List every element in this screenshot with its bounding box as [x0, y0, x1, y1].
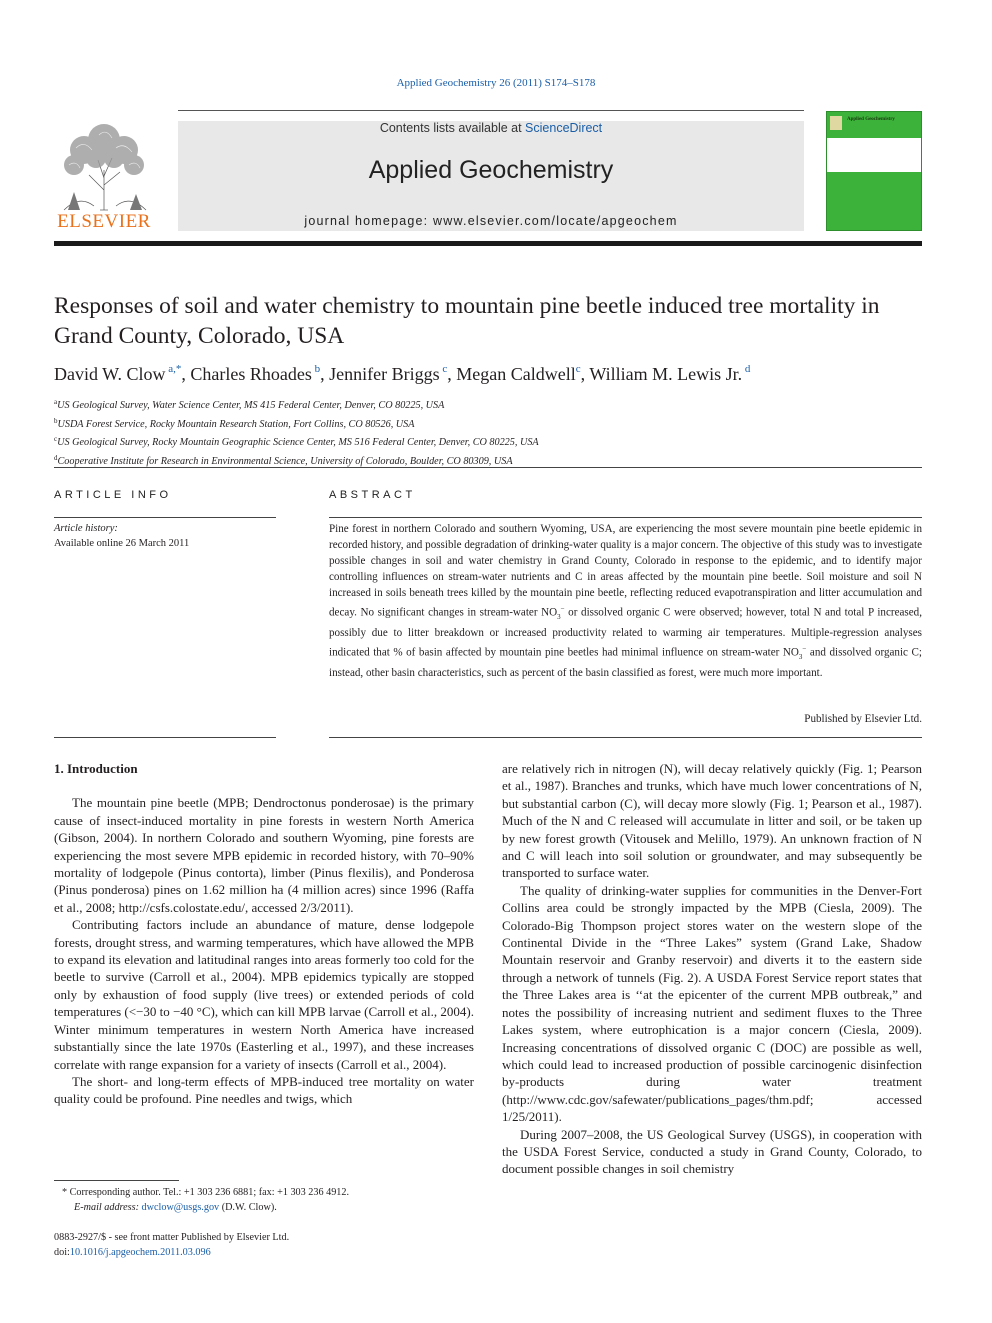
abstract-text: Pine forest in northern Colorado and southern Wyoming, USA, are experiencing the most severe mountain pine beetle epidemic in recorded history, and possible degradation of drinking-water quality is a major concern. The objective of this study was to investigate possible changes in soil and water chemistry in Grand County, Colorado in response to the epidemic, and to identify major controlling influences on stream-water nutrients and C in areas affected by the mountain pine beetle. Soil moisture and soil N increased in soils beneath trees killed by the mountain pine beetle, reflecting reduced evapotranspiration and litter accumulation and decay. No significant changes in stream-water $NO_3^-$ or dissolved organic C were observed; however, total N and total P increased, possibly due to litter breakdown or increased productivity related to warming air temperatures. Multiple-regression analyses indicated that % of basin affected by mountain pine beetles had minimal influence on stream-water $NO_3^-$ and dissolved organic C; instead, other basin characteristics, such as percent of the basin classified as forest, were much more important.: [329, 523, 922, 679]
paragraph: The quality of drinking-water supplies for communities in the Denver-Fort Collins area could be strongly impacted by the MPB (Ciesla, 2009). The Colorado-Big Thompson project stores water on the western slope of the Continental Divide in the “Three Lakes” system (Grand Lake, Shadow Mountain reservoir and Granby reservoir) and diverts it to the eastern side through a network of tunnels (Fig. 2). A USDA Forest Service report states that the Three Lakes area is ‘‘at the epicenter of the current MPB outbreak,” and notes the possibility of increasing nutrient and sediment fluxes to the Three Lakes system, where eutrophication is a major concern (Ciesla, 2009). Increasing concentrations of dissolved organic C (DOC) are possible as well, which could lead to increased production of possible carcinogenic disinfection by-products during water treatment (http://www.cdc.gov/safewater/publications_pages/thm.pdf; accessed 1/25/2011).: [502, 882, 922, 1125]
author-name[interactable]: Megan Caldwell: [456, 364, 576, 384]
contents-line: [178, 121, 804, 135]
affiliations: [54, 395, 922, 469]
doi-link[interactable]: 10.1016/j.apgeochem.2011.03.096: [69, 1246, 211, 1258]
article-info-heading: ARTICLE INFO: [54, 489, 172, 501]
masthead-rule: [54, 241, 922, 246]
author-name[interactable]: William M. Lewis Jr.: [589, 364, 743, 384]
issn-line: 0883-2927/$ - see front matter Published by Elsevier Ltd.: [54, 1232, 290, 1243]
article-info-rule: [54, 517, 276, 518]
cover-band: [827, 138, 921, 172]
history-label: Article history:: [54, 523, 118, 534]
affiliation-item: $^b$USDA Forest Service, Rocky Mountain Research Station, Fort Collins, CO 80526, USA: [54, 416, 415, 430]
affiliation-item: $^a$US Geological Survey, Water Science Center, MS 415 Federal Center, Denver, CO 80225, USA: [54, 398, 445, 411]
email-line: E-mail address: dwclow@usgs.gov (D.W. Clow).: [74, 1201, 277, 1213]
body-column-left: [54, 760, 474, 1108]
corresponding-author-note: * Corresponding author. Tel.: +1 303 236 6881; fax: +1 303 236 4912.: [62, 1187, 350, 1198]
body-column-right: [502, 760, 922, 1178]
author-sup[interactable]: d: [744, 363, 751, 375]
sciencedirect-link[interactable]: ScienceDirect: [525, 121, 603, 135]
cover-logo-icon: [830, 116, 842, 130]
email-link[interactable]: dwclow@usgs.gov: [141, 1201, 220, 1213]
published-by: Published by Elsevier Ltd.: [804, 713, 922, 725]
article-info-end-rule: [54, 737, 276, 738]
info-rule: [54, 467, 922, 468]
footnote-rule: [54, 1180, 179, 1181]
running-head[interactable]: Applied Geochemistry 26 (2011) S174–S178: [396, 77, 596, 89]
abstract-heading: ABSTRACT: [329, 489, 416, 501]
doi-line: doi:10.1016/j.apgeochem.2011.03.096: [54, 1246, 211, 1258]
paragraph: are relatively rich in nitrogen (N), will decay relatively quickly (Fig. 1; Pearson et al., 1987). Branches and trunks, which have much lower concentrations of N, but substantial carbon (C), will decay more slowly (Fig. 1; Pearson et al., 1987). Much of the N and C released will accumulate in litter and soil, or be taken up by new forest growth (Vitousek and Melillo, 1979). An unknown fraction of N and C will leach into soil solution or groundwater, and may subsequently be transported to surface water.: [502, 761, 922, 881]
author-sup[interactable]: c: [575, 363, 581, 375]
journal-title: Applied Geochemistry: [368, 156, 614, 184]
journal-homepage[interactable]: journal homepage: www.elsevier.com/locate/apgeochem: [304, 214, 678, 228]
abstract-rule: [329, 517, 922, 518]
affiliation-item: $^c$US Geological Survey, Rocky Mountain Geographic Science Center, MS 516 Federal Center, Denver, CO 80225, USA: [54, 435, 539, 448]
author-name[interactable]: Jennifer Briggs: [329, 364, 440, 384]
author-sup[interactable]: b: [314, 363, 321, 375]
front-matter: [54, 1231, 474, 1260]
journal-cover-thumbnail[interactable]: [826, 111, 922, 231]
cover-title: Applied Geochemistry: [847, 117, 895, 122]
article-history: [54, 521, 189, 551]
article-title: Responses of soil and water chemistry to mountain pine beetle induced tree mortality in Grand County, Colorado, USA: [54, 293, 880, 349]
section-heading: 1. Introduction: [54, 761, 138, 776]
affiliation-item: $^d$Cooperative Institute for Research in Environmental Science, University of Colorado, Boulder, CO 80309, USA: [54, 453, 513, 467]
history-value: Available online 26 March 2011: [54, 538, 190, 549]
author-list: David W. Clow $^{a,*}$, Charles Rhoades $^b$, Jennifer Briggs $^c$, Megan Caldwell$^c$, William M. Lewis Jr. $^d$: [54, 363, 751, 384]
header-rule: [178, 110, 804, 111]
elsevier-wordmark: ELSEVIER: [57, 211, 151, 232]
paragraph: The short- and long-term effects of MPB-induced tree mortality on water quality could be profound. Pine needles and twigs, which: [54, 1073, 474, 1107]
author-name[interactable]: David W. Clow: [54, 364, 166, 384]
author-sup[interactable]: a,*: [168, 363, 182, 375]
abstract-end-rule: [329, 737, 922, 738]
author-sup[interactable]: c: [442, 363, 448, 375]
author-name[interactable]: Charles Rhoades: [190, 364, 312, 384]
paragraph: The mountain pine beetle (MPB; Dendroctonus ponderosae) is the primary cause of insect-induced mortality in pine forests in western North America (Gibson, 2004). In northern Colorado and southern Wyoming, pine forests are experiencing the most severe MPB epidemic in recorded history, with 70–90% mortality of lodgepole (Pinus contorta), limber (Pinus flexilis), and Ponderosa (Pinus ponderosa) pines on 1.62 million ha (4 million acres) since 1996 (Raffa et al., 2008; http://csfs.colostate.edu/, accessed 2/3/2011).: [54, 795, 474, 915]
paragraph: During 2007–2008, the US Geological Survey (USGS), in cooperation with the USDA Forest Service, conducted a study in Grand County, Colorado, to document possible changes in soil chemistry: [502, 1126, 922, 1177]
contents-prefix: Contents lists available at: [379, 121, 526, 135]
footnotes: [54, 1186, 474, 1215]
paragraph: Contributing factors include an abundance of mature, dense lodgepole forests, drought stress, and warming temperatures, which have allowed the MPB to expand its elevation and latitudinal ranges into areas formerly too cold for the beetle to survive (Carroll et al., 2004). MPB epidemics typically are stopped only by exhaustion of food supply (live trees) or extended periods of cold temperatures (<−30 to −40 °C), which can kill MPB larvae (Carroll et al., 2004). Winter minimum temperatures in western North America have increased substantially since the late 1970s (Easterling et al., 1997), and these increases correlate with range expansion for a variety of insects (Carroll et al., 2004).: [54, 917, 474, 1072]
